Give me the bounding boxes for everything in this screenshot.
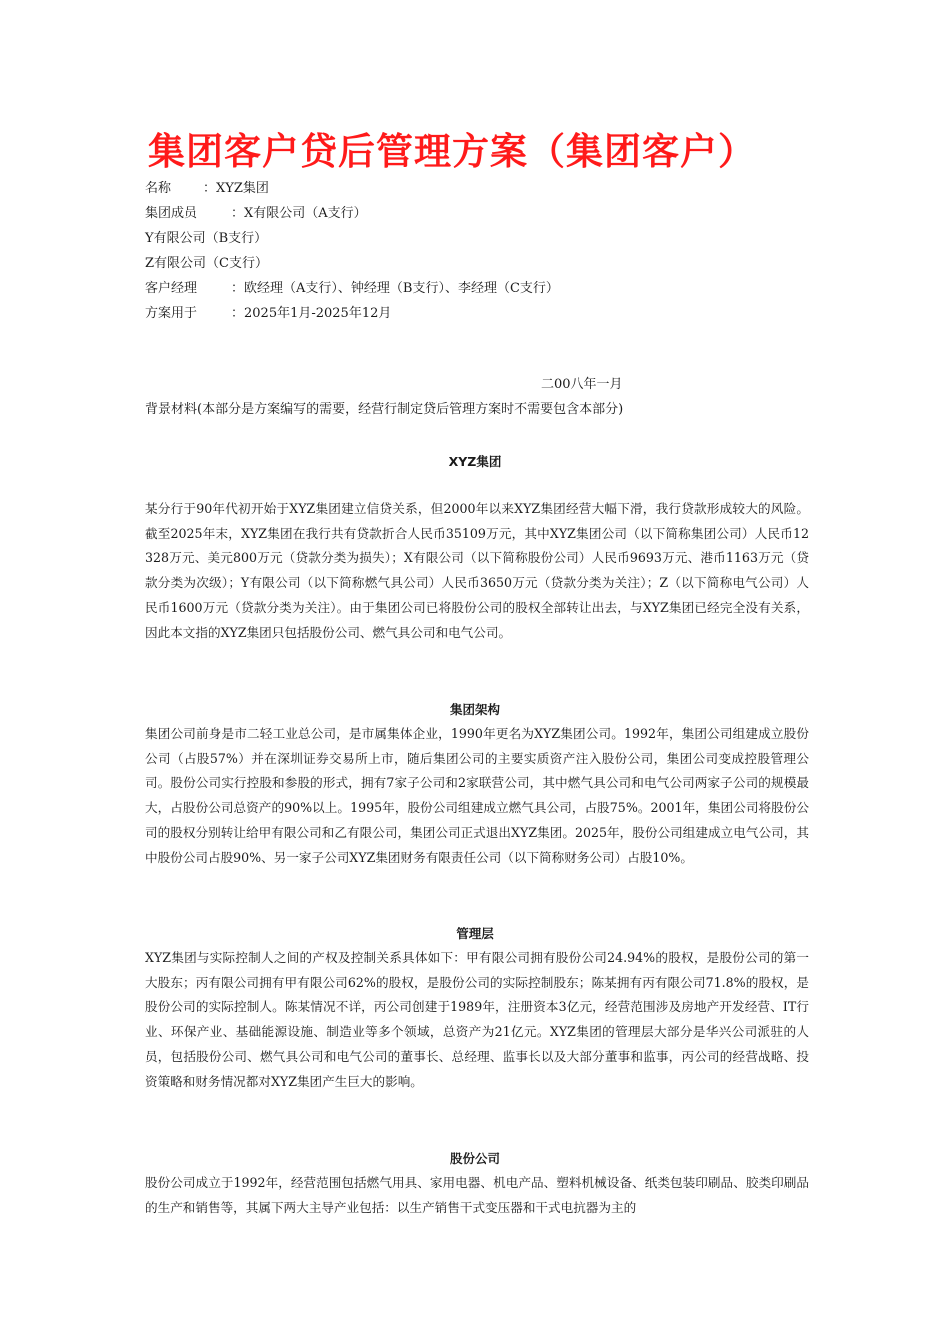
section-text-joint-stock-company: 股份公司成立于1992年，经营范围包括燃气用具、家用电器、机电产品、塑料机械设备、纸类包装印刷品、胶类印刷品的生产和销售等，其属下两大主导产业包括：以生产销售干式变压器和干式电抗器为主的 — [145, 1175, 809, 1215]
meta-manager-row — [145, 276, 559, 301]
meta-block — [145, 176, 559, 326]
meta-name-label: 名称 — [145, 181, 172, 196]
section-text-group-structure: 集团公司前身是市二轻工业总公司，是市属集体企业，1990年更名为XYZ集团公司。1992年，集团公司组建成立股份公司（占股57%）并在深圳证券交易所上市，随后集团公司的主要实质资产注入股份公司，集团公司变成控股管理公司。股份公司实行控股和参股的形式，拥有7家子公司和2家联营公司，其中燃气具公司和电气公司两家子公司的规模最大，占股份公司总资产的90%以上。1995年，股份公司组建成立燃气具公司，占股75%。2001年，集团公司将股份公司的股权分别转让给甲有限公司和乙有限公司，集团公司正式退出XYZ集团。2025年，股份公司组建成立电气公司，其中股份公司占股90%、另一家子公司XYZ集团财务有限责任公司（以下简称财务公司）占股10%。 — [145, 726, 809, 865]
section-text-management: XYZ集团与实际控制人之间的产权及控制关系具体如下：甲有限公司拥有股份公司24.94%的股权，是股份公司的第一大股东；丙有限公司拥有甲有限公司62%的股权，是股份公司的实际控制股东；陈某拥有丙有限公司71.8%的股权，是股份公司的实际控制人。陈某情况不详，丙公司创建于1989年，注册资本3亿元，经营范围涉及房地产开发经营、IT行业、环保产业、基础能源设施、制造业等多个领域，总资产为21亿元。XYZ集团的管理层大部分是华兴公司派驻的人员，包括股份公司、燃气具公司和电气公司的董事长、总经理、监事长以及大部分董事和监事，丙公司的经营战略、投资策略和财务情况都对XYZ集团产生巨大的影响。 — [145, 950, 809, 1089]
meta-period-row — [145, 301, 559, 326]
meta-members-row-2 — [145, 226, 559, 251]
meta-members-value-3: Z有限公司（C支行） — [145, 256, 268, 271]
meta-members-value: ：X有限公司（A支行） — [231, 206, 367, 221]
meta-members-label: 集团成员 — [145, 206, 198, 221]
meta-name-value: ：XYZ集团 — [203, 181, 269, 196]
section-heading-xyz-group: XYZ集团 — [448, 454, 502, 469]
document-title: 集团客户贷后管理方案（集团客户） — [148, 130, 756, 173]
meta-members-value-2: Y有限公司（B支行） — [145, 231, 268, 246]
background-note: 背景材料(本部分是方案编写的需要，经营行制定贷后管理方案时不需要包含本部分) — [145, 402, 624, 417]
meta-members-row — [145, 201, 559, 226]
meta-members-row-3 — [145, 251, 559, 276]
meta-name-row — [145, 176, 559, 201]
section-heading-joint-stock-company: 股份公司 — [449, 1151, 500, 1166]
meta-manager-value: ：欧经理（A支行）、钟经理（B支行）、李经理（C支行） — [231, 281, 559, 296]
document-date: 二00八年一月 — [541, 377, 623, 392]
meta-manager-label: 客户经理 — [145, 281, 198, 296]
meta-period-value: ：2025年1月-2025年12月 — [231, 306, 392, 321]
meta-period-label: 方案用于 — [145, 306, 198, 321]
section-heading-management: 管理层 — [456, 926, 494, 941]
section-text-xyz-group: 某分行于90年代初开始于XYZ集团建立信贷关系，但2000年以来XYZ集团经营大幅下滑，我行贷款形成较大的风险。截至2025年末，XYZ集团在我行共有贷款折合人民币35109万元，其中XYZ集团公司（以下简称集团公司）人民币12328万元、美元800万元（贷款分类为损失）；X有限公司（以下简称股份公司）人民币9693万元、港币1163万元（贷款分类为次级）；Y有限公司（以下简称燃气具公司）人民币3650万元（贷款分类为关注）；Z（以下简称电气公司）人民币1600万元（贷款分类为关注）。由于集团公司已将股份公司的股权全部转让出去，与XYZ集团已经完全没有关系，因此本文指的XYZ集团只包括股份公司、燃气具公司和电气公司。 — [145, 501, 809, 640]
section-heading-group-structure: 集团架构 — [449, 702, 500, 717]
